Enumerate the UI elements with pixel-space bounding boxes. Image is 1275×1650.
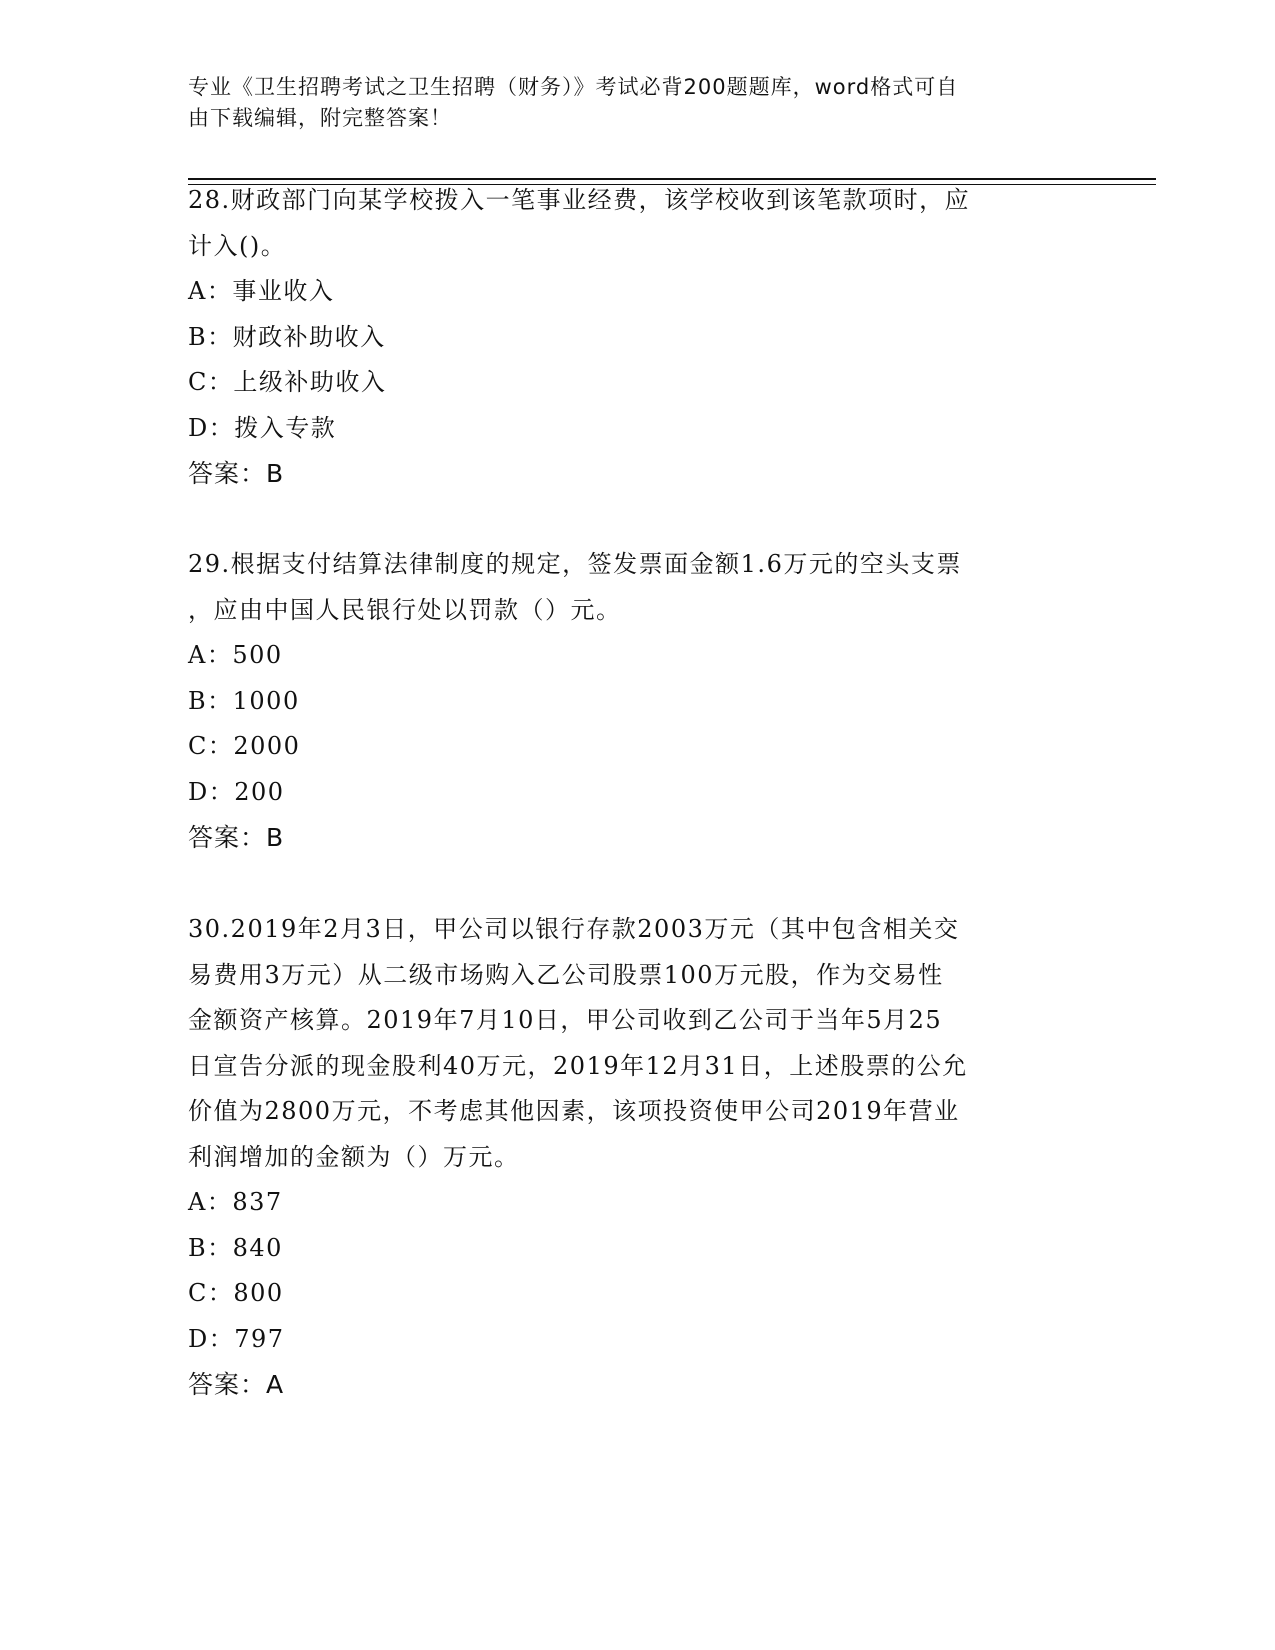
- option-d: D：拨入专款: [188, 413, 337, 442]
- document-header: [188, 72, 1068, 134]
- answer-label: 答案：A: [188, 1370, 285, 1399]
- option-b: B：财政补助收入: [188, 322, 386, 351]
- question-28: [188, 178, 1088, 497]
- header-line-2: 由下载编辑，附完整答案！: [188, 106, 452, 130]
- question-30: [188, 907, 1088, 1408]
- question-text-line: 日宣告分派的现金股利40万元，2019年12月31日，上述股票的公允: [188, 1051, 968, 1080]
- option-c: C：800: [188, 1279, 284, 1307]
- option-d: D：200: [188, 777, 285, 806]
- option-a: A：837: [188, 1188, 283, 1216]
- question-text-line: 易费用3万元）从二级市场购入乙公司股票100万元股，作为交易性: [188, 960, 944, 989]
- question-text-line: 价值为2800万元，不考虑其他因素，该项投资使甲公司2019年营业: [188, 1097, 960, 1125]
- question-text-line: 30.2019年2月3日，甲公司以银行存款2003万元（其中包含相关交: [188, 915, 960, 943]
- option-c: C：2000: [188, 732, 301, 760]
- option-d: D：797: [188, 1324, 285, 1353]
- header-line-1: 专业《卫生招聘考试之卫生招聘（财务）》考试必背200题题库，word格式可自: [188, 75, 959, 99]
- option-a: A：事业收入: [188, 277, 335, 305]
- question-text-line: ，应由中国人民银行处以罚款（）元。: [188, 595, 622, 624]
- answer-label: 答案：B: [188, 823, 285, 852]
- option-b: B：840: [188, 1233, 283, 1262]
- answer-label: 答案：B: [188, 459, 285, 488]
- option-c: C：上级补助收入: [188, 368, 387, 396]
- question-text-line: 利润增加的金额为（）万元。: [188, 1142, 520, 1171]
- option-a: A：500: [188, 641, 283, 669]
- question-29: [188, 542, 1088, 861]
- question-text-line: 29.根据支付结算法律制度的规定，签发票面金额1.6万元的空头支票: [188, 550, 962, 578]
- question-text-line: 28.财政部门向某学校拨入一笔事业经费，该学校收到该笔款项时，应: [188, 186, 971, 214]
- question-text-line: 计入()。: [188, 231, 287, 260]
- option-b: B：1000: [188, 686, 300, 715]
- question-text-line: 金额资产核算。2019年7月10日，甲公司收到乙公司于当年5月25: [188, 1006, 943, 1034]
